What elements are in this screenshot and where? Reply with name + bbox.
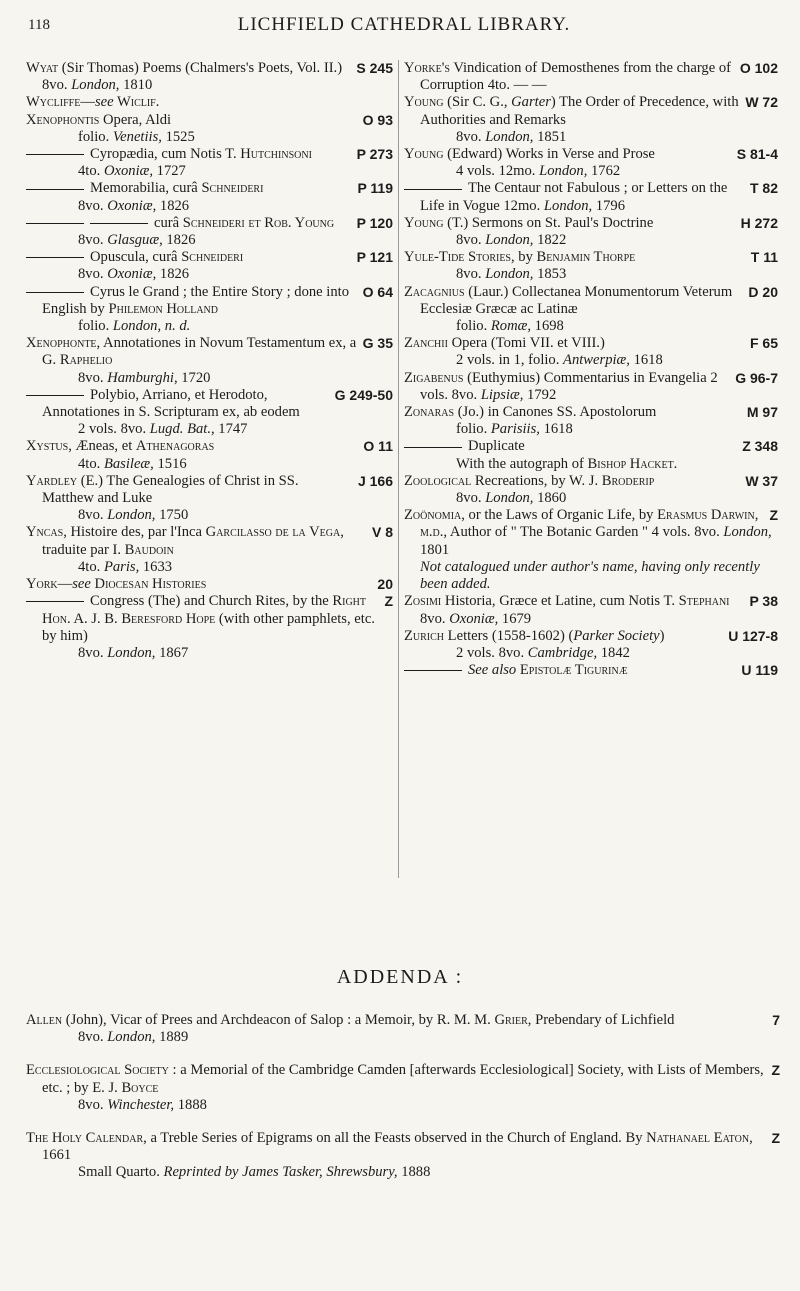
running-title: LICHFIELD CATHEDRAL LIBRARY.: [237, 14, 571, 35]
shelf-mark: F 65: [749, 335, 778, 352]
ditto-dash: [26, 154, 84, 155]
entry-text: Memorabilia, curâ: [90, 180, 202, 197]
entry-text: , or the Laws of Organic Life, by: [461, 507, 658, 524]
shelf-mark: W 37: [745, 472, 778, 489]
imprint-place: London, n. d.: [112, 318, 191, 335]
format-text: 8vo.: [78, 266, 108, 283]
entry-heading: Xenophonte: [26, 335, 97, 352]
imprint-line: [42, 1164, 780, 1181]
imprint-line: [42, 645, 393, 662]
entry-text: Recreations, by W. J.: [471, 472, 602, 489]
see-also-text: See also: [468, 662, 517, 679]
imprint-date: 1801: [420, 541, 450, 558]
entry-text: ): [659, 627, 665, 644]
imprint-line: [420, 318, 778, 335]
imprint-place: London,: [107, 1029, 156, 1046]
imprint-place: London,: [71, 77, 120, 94]
entry-text: Opera, Aldi: [99, 111, 172, 128]
provenance-name: Bishop Hacket.: [587, 455, 678, 472]
entry-heading: Yardley: [26, 472, 78, 489]
imprint-date: 1867: [155, 644, 189, 661]
entry-text: (E.) The Genealogies of Christ in SS. Matthew and Luke: [42, 472, 299, 507]
person-name: Boyce: [121, 1079, 159, 1096]
imprint-place: London,: [485, 490, 534, 507]
entry-text: Vindication of Demosthenes from the charge of Corruption 4to. — —: [420, 60, 732, 94]
entry-text: 8vo.: [420, 610, 450, 627]
imprint-line: [42, 232, 393, 249]
entry-heading: Yorke's: [404, 60, 450, 76]
shelf-mark: G 96-7: [735, 369, 778, 386]
imprint-place: Reprinted by James Tasker, Shrewsbury,: [163, 1164, 398, 1181]
shelf-mark: P 119: [357, 180, 393, 197]
entry-heading: Zonaras: [404, 404, 455, 421]
format-text: 8vo.: [456, 232, 486, 249]
addenda-title: ADDENDA :: [336, 966, 464, 988]
entry-text: (T.) Sermons on St. Paul's Doctrine: [443, 214, 654, 231]
shelf-mark: Z: [384, 593, 393, 610]
imprint-date: 1525: [161, 128, 195, 145]
person-name: Epistolæ Tigurinæ: [516, 662, 628, 679]
note-text: Not catalogued under author's name, having only recently been added.: [420, 558, 760, 593]
imprint-place: Oxoniæ,: [107, 197, 157, 214]
shelf-mark: M 97: [746, 404, 778, 421]
cross-reference: Wiclif.: [113, 94, 160, 111]
imprint-line: [42, 129, 393, 146]
catalogue-entry: [26, 60, 393, 94]
shelf-mark: G 35: [362, 335, 393, 352]
ditto-dash: [404, 670, 462, 671]
catalogue-entry: [26, 284, 393, 336]
imprint-date: 1720: [177, 369, 211, 386]
imprint-date: 1618: [539, 421, 573, 438]
shelf-mark: S 245: [356, 60, 393, 76]
entry-heading: Zoönomia: [404, 507, 462, 524]
entry-text: (with other pamphlets, etc. by him): [42, 610, 375, 644]
catalogue-entry: [26, 1012, 780, 1046]
imprint-place: Venetiis,: [112, 128, 162, 145]
format-text: 8vo.: [78, 232, 108, 249]
imprint-line: [42, 163, 393, 180]
shelf-mark: P 273: [356, 146, 393, 163]
imprint-place: Parisiis,: [490, 421, 540, 438]
addenda-section: [26, 1012, 780, 1198]
entry-heading: Zacagnius: [404, 283, 465, 300]
shelf-mark: U 119: [741, 662, 778, 679]
imprint-place: Oxoniæ,: [107, 266, 157, 283]
entry-text: ) The Order of Precedence, with Authorities and Remarks: [420, 94, 739, 128]
entry-heading: Yule-Tide Stories: [404, 249, 511, 266]
entry-heading: York: [26, 576, 58, 593]
entry-text: Polybio, Arriano, et Herodoto, Annotationes in S. Scripturam ex, ab eodem: [42, 386, 300, 421]
entry-text: Opera (Tomi VII. et VIII.): [447, 335, 605, 352]
catalogue-entry: [26, 180, 393, 214]
catalogue-entry: [26, 146, 393, 180]
imprint-date: 1889: [155, 1029, 189, 1046]
imprint-place: London,: [539, 163, 588, 180]
imprint-place: Basileæ,: [103, 455, 154, 472]
catalogue-entry: [404, 284, 778, 336]
entry-heading: Young: [404, 94, 444, 111]
ditto-dash: [26, 257, 84, 258]
format-text: folio.: [78, 318, 113, 335]
entry-text: Cyrus le Grand ; the Entire Story ; done into English by: [42, 283, 349, 317]
shelf-mark: Z: [769, 507, 778, 524]
catalogue-entry: [26, 1130, 780, 1182]
imprint-date: 1810: [119, 77, 153, 94]
imprint-place: London,: [543, 197, 593, 214]
entry-heading: Xenophontis: [26, 111, 100, 128]
imprint-date: 1633: [139, 558, 173, 575]
entry-heading: Ecclesiological Society: [26, 1062, 169, 1079]
see-text: see: [72, 576, 91, 593]
catalogue-entry: [404, 249, 778, 283]
imprint-place: Oxoniæ,: [449, 610, 499, 627]
imprint-date: 1853: [533, 266, 567, 283]
entry-text: , Prebendary of Lichfield: [527, 1012, 675, 1028]
entry-heading: Yncas: [26, 524, 64, 541]
entry-text: curâ: [154, 214, 183, 231]
entry-text: (Edward) Works in Verse and Prose: [443, 146, 655, 163]
entry-heading: Zosimi: [404, 593, 442, 610]
italic-text: Garter: [511, 94, 551, 111]
catalogue-entry: [404, 507, 778, 593]
catalogue-entry: [26, 1062, 780, 1114]
entry-text: , Histoire des, par l'Inca: [63, 524, 206, 541]
see-text: see: [94, 94, 114, 111]
format-text: 8vo.: [78, 644, 108, 661]
imprint-place: Glasguæ,: [107, 232, 163, 249]
format-text: 8vo.: [456, 128, 486, 145]
imprint-place: London,: [485, 232, 534, 249]
catalogue-entry: [26, 438, 393, 472]
right-column: [404, 60, 778, 679]
shelf-mark: 20: [377, 576, 393, 593]
ditto-dash: [26, 395, 84, 396]
entry-heading: Wyat: [26, 60, 59, 76]
format-text: Small Quarto.: [78, 1164, 164, 1181]
imprint-place: Lipsiæ,: [480, 386, 524, 403]
imprint-date: 1822: [533, 232, 567, 249]
ditto-dash: [90, 223, 148, 224]
catalogue-entry: [404, 438, 778, 472]
shelf-mark: Z: [771, 1062, 780, 1079]
imprint-place: Hamburghi,: [107, 369, 178, 386]
imprint-date: 1727: [153, 163, 186, 180]
imprint-date: 1851: [533, 128, 567, 145]
page-number: 118: [28, 17, 50, 33]
entry-heading: Zoological: [404, 472, 472, 489]
ditto-dash: [26, 223, 84, 224]
imprint-line: [42, 421, 393, 438]
entry-text: Letters (1558-1602) (: [444, 627, 574, 644]
imprint-line: [42, 198, 393, 215]
shelf-mark: O 102: [739, 60, 778, 76]
person-name: Garcilasso de la Vega: [205, 524, 341, 541]
imprint-date: 1826: [156, 266, 190, 283]
imprint-date: 1698: [531, 318, 564, 335]
catalogue-entry: [404, 473, 778, 507]
entry-text: (Sir C. G.,: [443, 94, 512, 111]
format-text: 2 vols. 8vo.: [456, 644, 528, 661]
catalogue-entry: [26, 94, 393, 111]
entry-heading: Young: [404, 146, 444, 163]
entry-text: Opuscula, curâ: [90, 249, 182, 266]
imprint-place: Cambridge,: [527, 644, 598, 661]
imprint-place: London,: [485, 128, 534, 145]
shelf-mark: P 120: [356, 214, 393, 231]
imprint-date: 1762: [587, 163, 621, 180]
entry-text: Congress (The) and Church Rites, by the: [90, 593, 333, 610]
entry-heading: Zurich: [404, 627, 445, 644]
provenance-text: With the autograph of: [456, 455, 588, 472]
catalogue-entry: [26, 387, 393, 439]
entry-text: , Æneas, et: [68, 438, 136, 455]
entry-text: , Annotationes in Novum Testamentum ex, a G.: [42, 335, 357, 369]
imprint-line: [420, 421, 778, 438]
shelf-mark: T 82: [749, 180, 778, 197]
catalogue-entry: [26, 112, 393, 146]
format-text: 8vo.: [78, 507, 108, 524]
imprint-place: London,: [723, 524, 772, 541]
person-name: Hutchinsoni: [240, 146, 312, 163]
entry-text: : a Memorial of the Cambridge Camden [afterwards Ecclesiological] Society, with Lists of Members, etc. ; by E. J.: [42, 1062, 764, 1096]
imprint-line: [420, 645, 778, 662]
format-text: folio.: [456, 318, 491, 335]
format-text: 8vo.: [456, 266, 486, 283]
person-name: Raphelio: [59, 352, 113, 369]
entry-heading: Young: [404, 214, 444, 231]
cross-reference: Diocesan Histories: [90, 576, 207, 593]
format-text: folio.: [78, 128, 113, 145]
person-name: Schneideri: [201, 180, 264, 197]
catalogue-entry: [26, 593, 393, 662]
entry-text: —: [57, 576, 73, 593]
shelf-mark: P 121: [356, 249, 393, 266]
format-text: 4to.: [78, 455, 104, 472]
imprint-place: Oxoniæ,: [103, 163, 154, 180]
imprint-place: Romæ,: [490, 318, 532, 335]
entry-text: (Sir Thomas) Poems (Chalmers's Poets, Vol. II.) 8vo.: [42, 60, 343, 94]
entry-text: , by: [511, 249, 537, 266]
imprint-date: 1747: [214, 421, 248, 438]
imprint-line: [42, 1029, 780, 1046]
catalogue-entry: [26, 249, 393, 283]
imprint-place: Paris,: [103, 558, 140, 575]
shelf-mark: Z: [771, 1130, 780, 1147]
catalogue-entry: [26, 473, 393, 525]
entry-heading: Xystus: [26, 438, 69, 455]
imprint-line: [42, 318, 393, 335]
imprint-date: 1860: [533, 490, 567, 507]
person-name: Baudoin: [124, 541, 174, 558]
shelf-mark: 7: [772, 1012, 780, 1028]
shelf-mark: O 93: [362, 111, 393, 128]
person-name: Schneideri et Rob. Young: [182, 214, 335, 231]
page-header: [28, 14, 780, 48]
format-text: 2 vols. in 1, folio.: [456, 352, 564, 369]
person-name: Schneideri: [181, 249, 244, 266]
entry-text: , 1661: [42, 1130, 753, 1164]
imprint-place: London,: [485, 266, 534, 283]
catalogue-entry: [404, 146, 778, 180]
left-column: [26, 60, 393, 662]
catalogue-entry: [404, 628, 778, 662]
shelf-mark: H 272: [740, 214, 778, 231]
catalogue-entry: [404, 404, 778, 438]
shelf-mark: T 11: [750, 249, 778, 266]
imprint-place: London,: [107, 644, 156, 661]
format-text: folio.: [456, 421, 491, 438]
imprint-date: 1888: [397, 1164, 431, 1181]
shelf-mark: S 81-4: [736, 146, 778, 163]
imprint-place: Antwerpiæ,: [563, 352, 630, 369]
entry-text: (Jo.) in Canones SS. Apostolorum: [454, 404, 657, 421]
entry-heading: Allen: [26, 1012, 63, 1028]
format-text: 8vo.: [78, 369, 108, 386]
imprint-date: 1679: [498, 610, 532, 627]
catalogue-entry: [26, 524, 393, 576]
catalogue-entry: [404, 94, 778, 146]
entry-text: (John), Vicar of Prees and Archdeacon of Salop : a Memoir, by R. M. M.: [62, 1012, 495, 1028]
entry-text: The Centaur not Fabulous ; or Letters on the Life in Vogue 12mo.: [420, 180, 728, 214]
entry-text: Historia, Græce et Latine, cum Notis T.: [441, 593, 679, 610]
entry-heading: Zanchii: [404, 335, 448, 352]
format-text: 4 vols. 12mo.: [456, 163, 540, 180]
format-text: 4to.: [78, 558, 104, 575]
entry-text: (Euthymius) Commentarius in Evangelia 2 vols. 8vo.: [420, 369, 718, 403]
catalogue-entry: [404, 180, 778, 214]
imprint-date: 1618: [629, 352, 663, 369]
person-name: Broderip: [601, 472, 655, 489]
shelf-mark: D 20: [748, 283, 778, 300]
format-text: 8vo.: [456, 490, 486, 507]
format-text: 8vo.: [78, 1029, 108, 1046]
imprint-line: [420, 490, 778, 507]
shelf-mark: J 166: [357, 472, 393, 489]
catalogue-entry: [26, 576, 393, 593]
imprint-line: [42, 370, 393, 387]
catalogue-entry: [26, 335, 393, 387]
shelf-mark: V 8: [371, 524, 393, 541]
shelf-mark: O 11: [363, 438, 393, 455]
imprint-line: [420, 352, 778, 369]
imprint-line: [42, 507, 393, 524]
entry-text: , a Treble Series of Epigrams on all the Feasts observed in the Church of England. By: [143, 1130, 647, 1147]
imprint-date: 1796: [592, 197, 625, 214]
catalogue-entry: [404, 215, 778, 249]
imprint-line: [420, 232, 778, 249]
imprint-line: [42, 456, 393, 473]
entry-text: Duplicate: [468, 438, 525, 455]
catalogue-entry: [26, 215, 393, 249]
imprint-line: [42, 559, 393, 576]
shelf-mark: U 127-8: [728, 627, 778, 644]
imprint-date: 1826: [162, 232, 196, 249]
imprint-date: 1888: [174, 1096, 207, 1113]
catalogue-entry: [404, 662, 778, 679]
catalogue-entry: [404, 593, 778, 627]
imprint-date: 1842: [597, 644, 630, 661]
catalogue-entry: [404, 60, 778, 94]
entry-heading: Wycliffe: [26, 94, 81, 111]
ditto-dash: [404, 189, 462, 190]
entry-text: (Laur.) Collectanea Monumentorum Veterum Ecclesiæ Græcæ ac Latinæ: [420, 283, 733, 317]
imprint-place: Lugd. Bat.,: [149, 421, 215, 438]
entry-text: , traduite par I.: [42, 524, 344, 558]
ditto-dash: [26, 601, 84, 602]
person-name: Right Hon. A. J. B. Beresford Hope: [42, 593, 366, 627]
italic-text: Parker Society: [573, 627, 660, 644]
catalogue-note: [420, 559, 778, 593]
imprint-date: 1826: [156, 197, 190, 214]
shelf-mark: Z 348: [742, 438, 778, 455]
shelf-mark: P 38: [749, 593, 778, 610]
shelf-mark: W 72: [745, 94, 778, 111]
imprint-date: 1792: [523, 386, 557, 403]
provenance-note: [420, 456, 778, 473]
imprint-line: [42, 266, 393, 283]
catalogue-entry: [404, 335, 778, 369]
imprint-date: 1750: [155, 507, 189, 524]
shelf-mark: G 249-50: [334, 386, 393, 403]
person-name: Erasmus Darwin, m.d.: [420, 507, 759, 541]
imprint-place: London,: [107, 507, 156, 524]
imprint-line: [420, 129, 778, 146]
entry-heading: The Holy Calendar: [26, 1130, 144, 1147]
person-name: Nathanael Eaton: [646, 1130, 750, 1147]
format-text: 8vo.: [78, 197, 108, 214]
entry-text: —: [80, 94, 95, 111]
person-name: Philemon Holland: [108, 300, 218, 317]
person-name: Stephani: [678, 593, 730, 610]
entry-text: Cyropædia, cum Notis T.: [90, 146, 241, 163]
entry-heading: Zigabenus: [404, 369, 464, 386]
format-text: 2 vols. 8vo.: [78, 421, 150, 438]
imprint-line: [42, 1097, 780, 1114]
person-name: Grier: [494, 1012, 528, 1028]
format-text: 8vo.: [78, 1096, 108, 1113]
person-name: Benjamin Thorpe: [536, 249, 636, 266]
ditto-dash: [404, 447, 462, 448]
imprint-place: Winchester,: [107, 1096, 175, 1113]
entry-text: , Author of " The Botanic Garden " 4 vols. 8vo.: [443, 524, 724, 541]
person-name: Athenagoras: [135, 438, 215, 455]
imprint-line: [420, 163, 778, 180]
shelf-mark: O 64: [362, 283, 393, 300]
catalogue-entry: [404, 370, 778, 404]
ditto-dash: [26, 189, 84, 190]
imprint-date: 1516: [153, 455, 187, 472]
ditto-dash: [26, 292, 84, 293]
column-divider: [398, 60, 399, 878]
format-text: 4to.: [78, 163, 104, 180]
imprint-line: [420, 266, 778, 283]
